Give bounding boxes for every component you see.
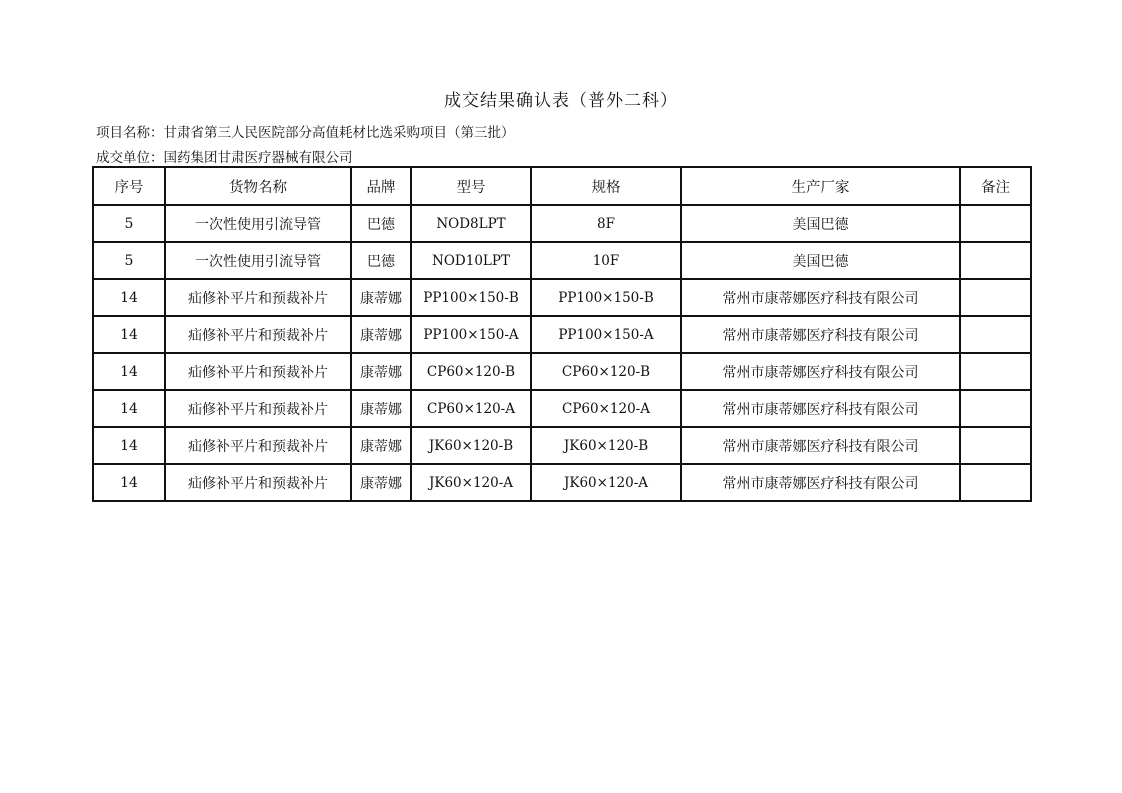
table-row — [93, 390, 1031, 427]
cell-spec: JK60×120-A — [531, 464, 681, 501]
document-title: 成交结果确认表（普外二科） — [444, 91, 678, 111]
cell-remarks — [960, 279, 1031, 316]
cell-remarks — [960, 205, 1031, 242]
cell-index: 14 — [93, 316, 165, 353]
cell-brand: 康蒂娜 — [351, 427, 411, 464]
cell-model: NOD8LPT — [411, 205, 531, 242]
cell-goods-name: 疝修补平片和预裁补片 — [165, 427, 351, 464]
cell-goods-name: 疝修补平片和预裁补片 — [165, 390, 351, 427]
header-brand: 品牌 — [351, 167, 411, 205]
cell-index: 14 — [93, 427, 165, 464]
cell-remarks — [960, 316, 1031, 353]
cell-index: 14 — [93, 390, 165, 427]
cell-remarks — [960, 390, 1031, 427]
cell-remarks — [960, 464, 1031, 501]
result-table — [92, 166, 1032, 502]
cell-model: CP60×120-A — [411, 390, 531, 427]
cell-brand: 巴德 — [351, 242, 411, 279]
cell-goods-name: 一次性使用引流导管 — [165, 242, 351, 279]
header-spec: 规格 — [531, 167, 681, 205]
cell-remarks — [960, 353, 1031, 390]
header-index: 序号 — [93, 167, 165, 205]
cell-brand: 康蒂娜 — [351, 353, 411, 390]
cell-spec: PP100×150-A — [531, 316, 681, 353]
cell-remarks — [960, 242, 1031, 279]
project-name-line: 项目名称：甘肃省第三人民医院部分高值耗材比选采购项目（第三批） — [96, 125, 515, 141]
cell-spec: 8F — [531, 205, 681, 242]
cell-goods-name: 疝修补平片和预裁补片 — [165, 279, 351, 316]
header-remarks: 备注 — [960, 167, 1031, 205]
cell-model: JK60×120-B — [411, 427, 531, 464]
table-row — [93, 279, 1031, 316]
cell-brand: 康蒂娜 — [351, 390, 411, 427]
table-row — [93, 205, 1031, 242]
table-row — [93, 427, 1031, 464]
header-model: 型号 — [411, 167, 531, 205]
cell-model: PP100×150-B — [411, 279, 531, 316]
table-row — [93, 242, 1031, 279]
cell-spec: CP60×120-B — [531, 353, 681, 390]
cell-manufacturer: 常州市康蒂娜医疗科技有限公司 — [681, 353, 960, 390]
cell-index: 14 — [93, 279, 165, 316]
cell-spec: JK60×120-B — [531, 427, 681, 464]
cell-goods-name: 疝修补平片和预裁补片 — [165, 316, 351, 353]
cell-spec: PP100×150-B — [531, 279, 681, 316]
cell-model: CP60×120-B — [411, 353, 531, 390]
cell-index: 5 — [93, 242, 165, 279]
cell-manufacturer: 常州市康蒂娜医疗科技有限公司 — [681, 279, 960, 316]
cell-manufacturer: 美国巴德 — [681, 205, 960, 242]
cell-brand: 康蒂娜 — [351, 279, 411, 316]
cell-goods-name: 一次性使用引流导管 — [165, 205, 351, 242]
cell-manufacturer: 常州市康蒂娜医疗科技有限公司 — [681, 427, 960, 464]
table-row — [93, 353, 1031, 390]
cell-index: 5 — [93, 205, 165, 242]
cell-index: 14 — [93, 464, 165, 501]
cell-index: 14 — [93, 353, 165, 390]
table-header-row — [93, 167, 1031, 205]
cell-model: JK60×120-A — [411, 464, 531, 501]
cell-goods-name: 疝修补平片和预裁补片 — [165, 464, 351, 501]
cell-model: PP100×150-A — [411, 316, 531, 353]
cell-manufacturer: 美国巴德 — [681, 242, 960, 279]
table-row — [93, 316, 1031, 353]
header-manufacturer: 生产厂家 — [681, 167, 960, 205]
cell-model: NOD10LPT — [411, 242, 531, 279]
cell-goods-name: 疝修补平片和预裁补片 — [165, 353, 351, 390]
cell-manufacturer: 常州市康蒂娜医疗科技有限公司 — [681, 316, 960, 353]
cell-spec: 10F — [531, 242, 681, 279]
cell-brand: 康蒂娜 — [351, 464, 411, 501]
table-row — [93, 464, 1031, 501]
winning-unit-line: 成交单位：国药集团甘肃医疗器械有限公司 — [96, 150, 353, 166]
cell-remarks — [960, 427, 1031, 464]
header-goods-name: 货物名称 — [165, 167, 351, 205]
cell-manufacturer: 常州市康蒂娜医疗科技有限公司 — [681, 464, 960, 501]
cell-manufacturer: 常州市康蒂娜医疗科技有限公司 — [681, 390, 960, 427]
cell-spec: CP60×120-A — [531, 390, 681, 427]
cell-brand: 康蒂娜 — [351, 316, 411, 353]
cell-brand: 巴德 — [351, 205, 411, 242]
